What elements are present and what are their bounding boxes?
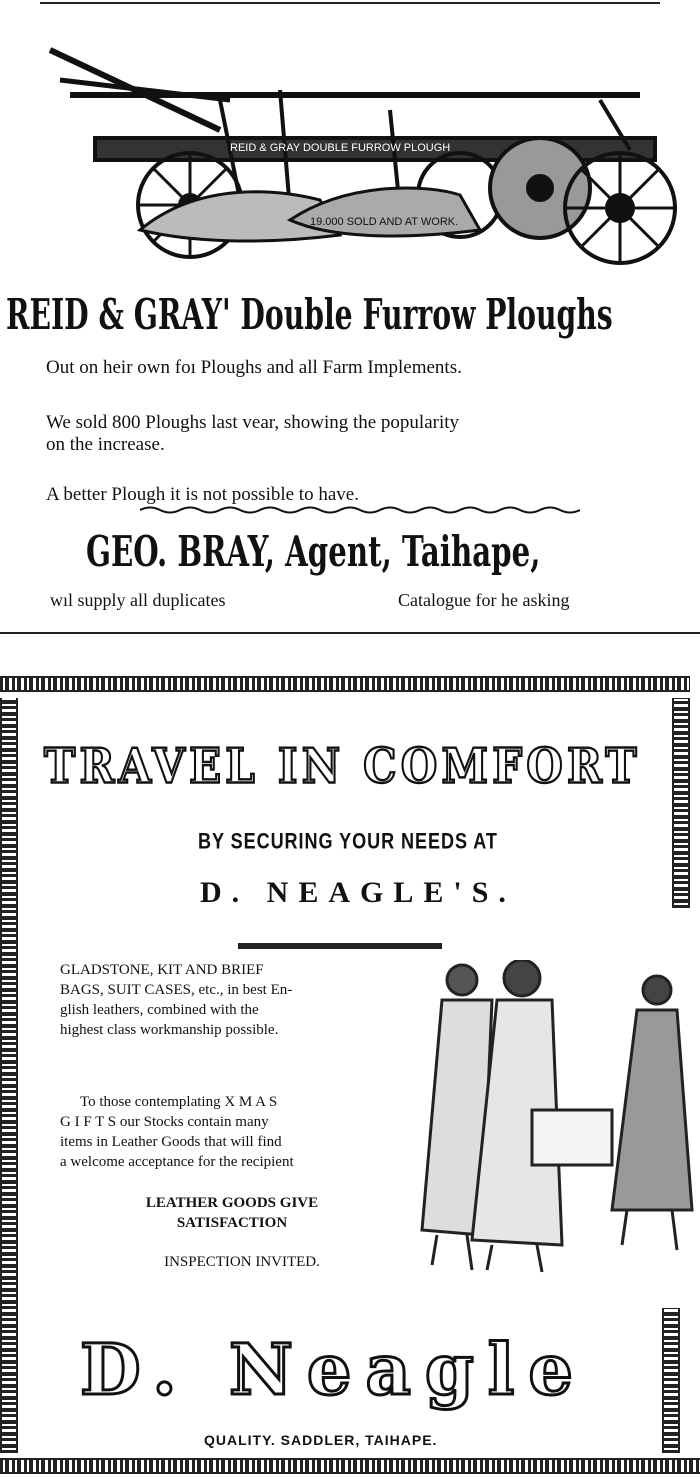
chain-border-bottom: [0, 1458, 700, 1474]
top-rule: [40, 2, 660, 4]
slogan-line-1: LEATHER GOODS GIVE: [145, 1195, 319, 1211]
wavy-underline: [140, 505, 580, 515]
plough-illustration: [40, 20, 680, 265]
plough-footer-right: Catalogue for he asking: [398, 590, 570, 610]
chain-border-right-lower: [662, 1308, 680, 1453]
para-gifts: [60, 1092, 404, 1172]
store-name: D. NEAGLE'S.: [200, 876, 516, 909]
travel-headline: TRAVEL IN COMFORT: [44, 738, 641, 795]
para-line: items in Leather Goods that will find: [60, 1134, 282, 1150]
plough-line-3: A better Plough it is not possible to have.: [46, 484, 359, 505]
sold-banner: 19.000 SOLD AND AT WORK.: [310, 216, 459, 228]
slogan: [60, 1193, 404, 1233]
neagle-name: D. Neagle: [80, 1328, 587, 1411]
ornament-rule: [238, 943, 442, 949]
beam-text: REID & GRAY DOUBLE FURROW PLOUGH: [230, 142, 451, 154]
plough-advertisement: [0, 0, 700, 640]
chain-border-top: [0, 676, 690, 692]
plough-line-2a: We sold 800 Ploughs last vear, showing the popularity: [46, 412, 460, 433]
chain-border-left: [0, 698, 18, 1453]
para-line: BAGS, SUIT CASES, etc., in best En-: [60, 982, 293, 998]
agent-line: GEO. BRAY, Agent, Taihape,: [86, 527, 541, 577]
para-line: glish leathers, combined with the: [60, 1002, 259, 1018]
para-line: a welcome acceptance for the recipient: [60, 1154, 294, 1170]
neagle-footer: QUALITY. SADDLER, TAIHAPE.: [204, 1432, 438, 1448]
slogan-line-2: SATISFACTION: [176, 1215, 288, 1231]
inspection-line: INSPECTION INVITED.: [164, 1254, 320, 1270]
para-line: highest class workmanship possible.: [60, 1022, 279, 1038]
para-bags: [60, 960, 404, 1040]
travellers-illustration: [412, 960, 700, 1290]
para-line: To those contemplating X M A S: [80, 1094, 278, 1110]
plough-line-1: Out on heir own foı Ploughs and all Farm Implements.: [46, 357, 462, 378]
plough-headline: REID & GRAY' Double Furrow Ploughs: [6, 290, 613, 340]
para-line: G I F T S our Stocks contain many: [60, 1114, 269, 1130]
plough-footer-left: wıl supply all duplicates: [50, 590, 226, 610]
separator-rule: [0, 632, 700, 634]
chain-border-right-upper: [672, 698, 690, 908]
neagle-advertisement: [0, 648, 700, 1481]
para-line: GLADSTONE, KIT AND BRIEF: [60, 962, 264, 978]
subhead: BY SECURING YOUR NEEDS AT: [198, 830, 498, 855]
plough-line-2b: on the increase.: [46, 434, 165, 455]
